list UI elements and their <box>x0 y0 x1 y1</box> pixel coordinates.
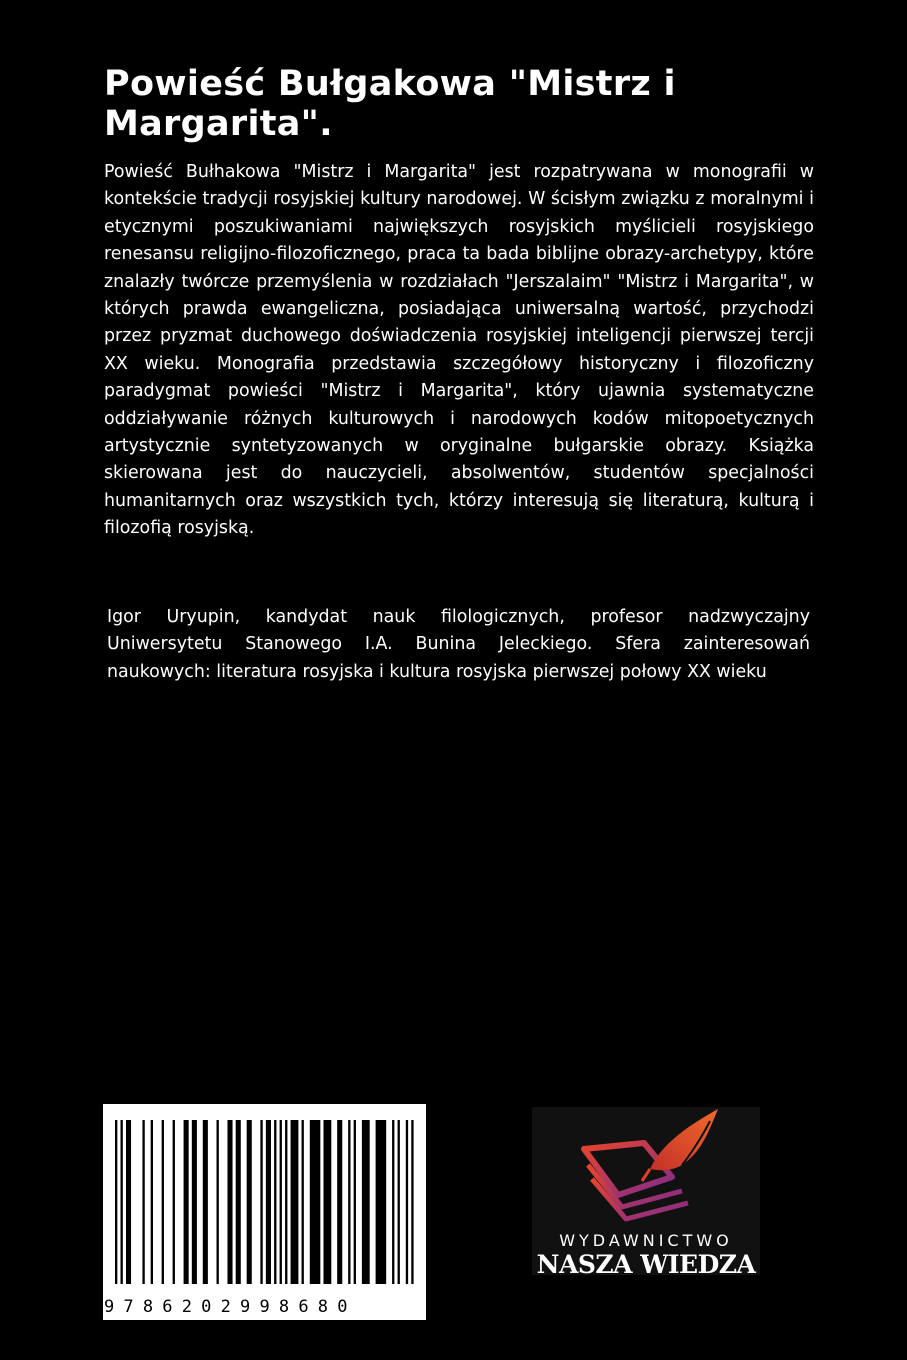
barcode-bar <box>348 1120 350 1284</box>
publisher-label: WYDAWNICTWO <box>559 1231 733 1250</box>
barcode-bar <box>247 1120 252 1284</box>
barcode-bar <box>411 1120 413 1284</box>
barcode-bar <box>173 1120 175 1284</box>
barcode-bar <box>115 1120 117 1284</box>
barcode-bar <box>142 1120 144 1284</box>
author-bio: Igor Uryupin, kandydat nauk filologicznych, profesor nadzwyczajny Uniwersytetu Stanowego I.A. Bunina Jeleckiego. Sfera zainteresowań naukowych: literatura rosyjska i kultura rosyjska pierwszej połowy XX wieku <box>107 607 810 682</box>
publisher-name: NASZA WIEDZA <box>536 1250 756 1279</box>
barcode-bar <box>151 1120 153 1284</box>
barcode-bar <box>362 1120 370 1284</box>
barcode-bar <box>217 1120 219 1284</box>
barcode-bar <box>236 1120 241 1284</box>
barcode-bar <box>126 1120 131 1284</box>
barcode-bar <box>310 1120 321 1284</box>
barcode-bar <box>274 1120 276 1284</box>
barcode-bar <box>162 1120 164 1284</box>
barcode-bar <box>392 1120 394 1284</box>
barcode-bar <box>285 1120 287 1284</box>
barcode-bar <box>203 1120 208 1284</box>
book-description: Powieść Bułhakowa "Mistrz i Margarita" jest rozpatrywana w monografii w kontekście tradycji rosyjskiej kultury narodowej. W ścisłym związku z moralnymi i etycznymi poszukiwaniami największych rosyjskich myślicieli rosyjskiego renesansu religijno-filozoficznego, praca ta bada biblijne obrazy-archetypy, które znalazły twórcze przemyślenia w rozdziałach "Jerszalaim" "Mistrz i Margarita", w których prawda ewangeliczna, posiadająca uniwersalną wartość, przychodzi przez pryzmat duchowego doświadczenia rosyjskiej inteligencji pierwszej tercji XX wieku. Monografia przedstawia szczegółowy historyczny i filozoficzny paradygmat powieści "Mistrz i Margarita", który ujawnia systematyczne oddziaływanie różnych kulturowych i narodowych kodów mitopoetycznych artystycznie syntetyzowanych w oryginalne bułgarskie obrazy. Książka skierowana jest do nauczycieli, absolwentów, studentów specjalności humanitarnych oraz wszystkich tych, którzy interesują się literaturą, kulturą i filozofią rosyjską. <box>104 162 814 539</box>
barcode-bar <box>227 1120 232 1284</box>
barcode-bar <box>354 1120 356 1284</box>
book-quill-icon <box>532 1107 760 1231</box>
barcode-digits: 9786202998680 <box>104 1297 357 1317</box>
barcode-bars <box>103 1104 426 1320</box>
book-title: Powieść Bułgakowa "Mistrz i Margarita". <box>104 64 676 144</box>
barcode-bar <box>323 1120 331 1284</box>
barcode-bar <box>192 1120 197 1284</box>
barcode-bar <box>120 1120 122 1284</box>
barcode-bar <box>302 1120 304 1284</box>
isbn-barcode <box>103 1104 426 1320</box>
barcode-bar <box>260 1120 262 1284</box>
barcode-bar <box>406 1120 408 1284</box>
publisher-logo <box>532 1107 760 1279</box>
barcode-bar <box>337 1120 342 1284</box>
barcode-bar <box>376 1120 387 1284</box>
barcode-bar <box>291 1120 299 1284</box>
barcode-bar <box>184 1120 189 1284</box>
barcode-bar <box>398 1120 400 1284</box>
barcode-bar <box>266 1120 271 1284</box>
barcode-bar <box>280 1120 282 1284</box>
